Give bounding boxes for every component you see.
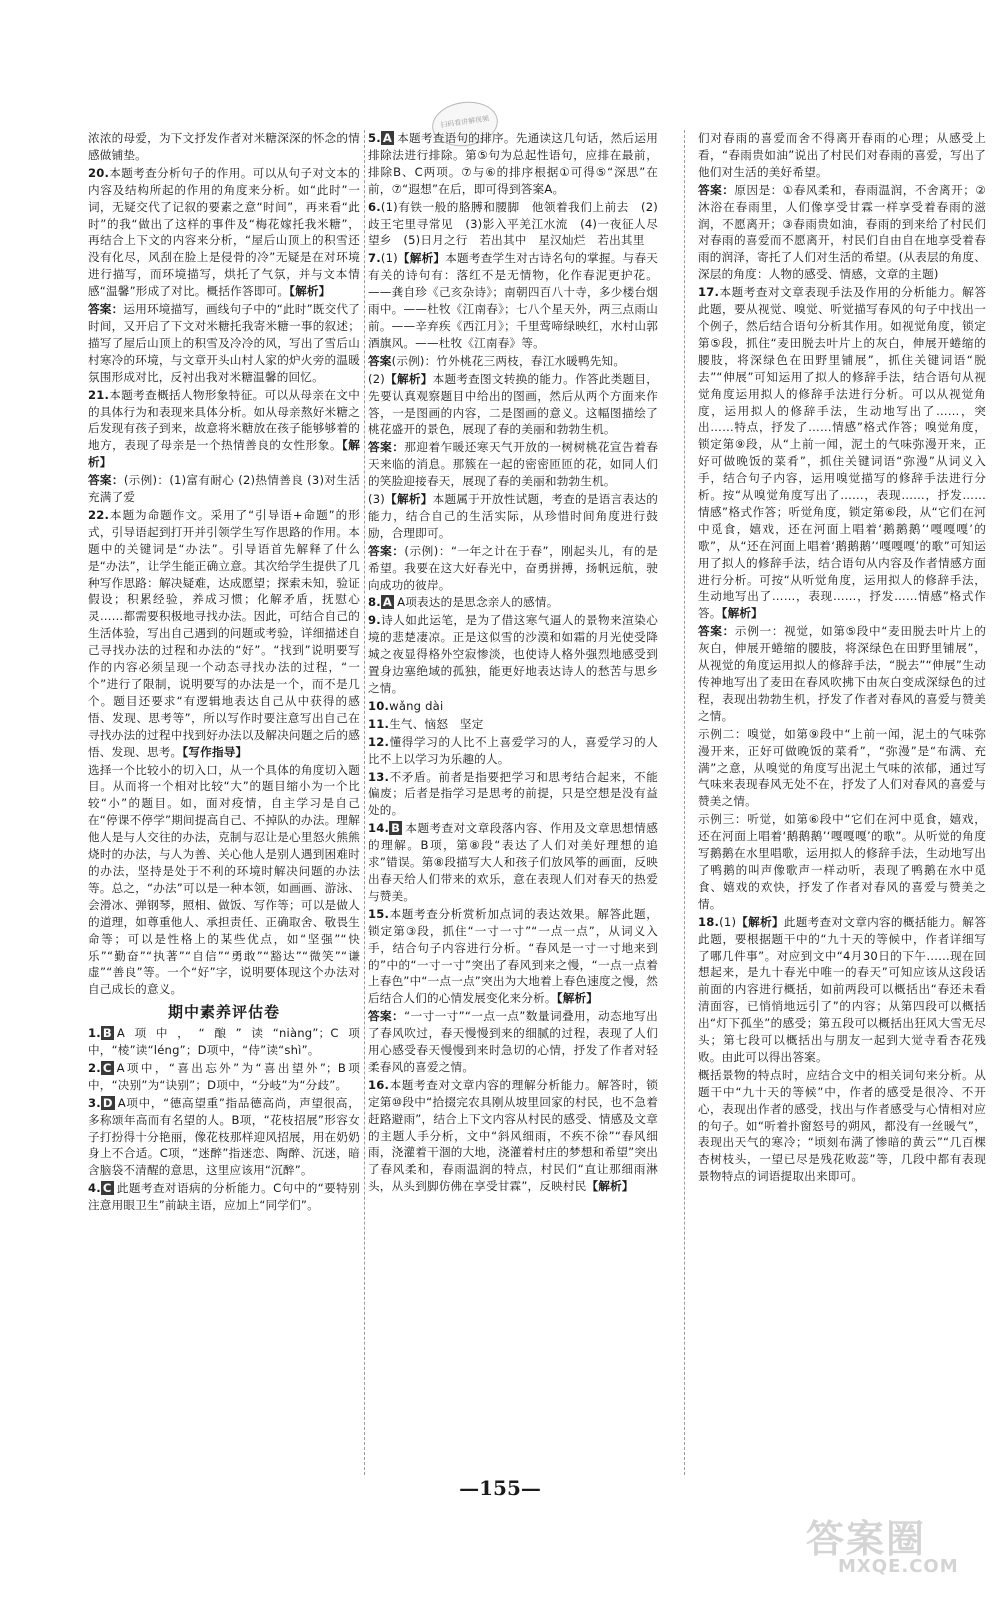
answer-paragraph [368,439,658,490]
answer-label: 答案： [88,473,124,488]
answer-text: 本题考查概括人物形象特征。可以从母亲在文中的具体行为和表现来具体分析。如从母亲熬好米糖之后发现有孩子到来，故意将米糖放在孩子能够够着的地方，表现了母亲是一个热情善良的女性形象。 [88,387,360,453]
question-number: 3. [88,1095,101,1110]
question-number: 14. [368,821,390,836]
section-title: 期中素养评估卷 [167,1003,280,1022]
question-number: 12. [368,734,390,749]
answer-text: (2) [368,371,386,386]
answer-text: 原因是：①春风柔和，春雨温润，不舍离开；②沐浴在春雨里，人们像享受甘霖一样享受着春雨的滋润，不愿离开；③春雨贵如油，春雨的到来给了村民们对春雨的喜爱而不愿离开，村民们自由自在地享受着春雨的润泽，寄托了人们对生活的希望。(从表层的角度、深层的角度：人物的感受、情感，文章的主题) [698,182,986,282]
answer-text: A项中，“酿”读“niàng”；C项中，“棱”读“léng”；D项中，“侍”读“shì”。 [88,1026,360,1058]
watermark-url: MXQE.COM [838,1556,959,1577]
answer-paragraph [88,762,360,999]
page-number: —155— [459,1476,541,1500]
answer-text: 那迎着乍暖还寒天气开放的一树树桃花宣告着春天来临的消息。那簇在一起的密密匝匝的花，如同人们的笑脸迎接春天，展现了春的美丽和勃勃生机。 [368,440,658,489]
answer-list-3 [698,130,986,1185]
answer-paragraph [698,726,986,811]
question-number: 2. [88,1060,101,1075]
answer-text: 浓浓的母爱，为下文抒发作者对米糖深深的怀念的情感做铺垫。 [88,131,360,162]
answer-text-2: 本题属于开放性试题，考查的是语言表达的能力，结合自己的生活实际，从珍惜时间角度进行鼓励，合理即可。 [368,492,658,540]
answer-text: (示例)：(1)富有耐心 (2)热情善良 (3)对生活充满了爱 [88,473,360,505]
answer-text-2: 本题考查学生对古诗名句的掌握。与春天有关的诗句有：落红不是无情物，化作春泥更护花。——龚自珍《己亥杂诗》；南朝四百八十寺，多少楼台烟雨中。——杜牧《江南春》；七八个星天外，两三点雨山前。——辛弃疾《西江月》；千里莺啼绿映红，水村山郭酒旗风。——杜牧《江南春》等。 [368,251,658,350]
watermark-logo: 答案圈 [806,1517,927,1561]
analysis-tag: 【解析】 [385,371,433,386]
answer-text: 本题考查对文章内容的理解分析能力。解答时，锁定第⑩段中“拾掇完农具刚从坡里回家的村民，也不急着赶路避雨”，结合上下文内容从村民的感受、情感及文章的主题人手分析，文中“斜风细雨，不疾不徐”“春风细雨，浇灌着干涸的大地，浇灌着村庄的梦想和希望”突出了春风柔和，春雨温润的特点，村民们“直让那细雨淋头，从头到脚仿佛在享受甘霖”，反映村民 [368,1077,658,1194]
analysis-tag: 【解析】 [721,606,763,621]
question-number: 9. [368,613,381,628]
answer-text: (3) [368,492,386,507]
analysis-tag: 【解析】 [397,251,446,266]
answer-text: 示例三：听觉，如第⑥段中“它们在河中觅食，嬉戏，还在河面上唱着‘鹅鹅鹅’‘嘎嘎嘎’的歌”。从听觉的角度写鹅鹅在水里唱歌，运用拟人的修辞手法，生动地写出了鸭鹅的叫声像歌声一样动听，表现了鸭鹅在水中觅食、嬉戏的欢快，抒发了作者对春风的喜爱与赞美之情。 [698,812,986,911]
choice-badge: B [391,821,401,836]
answer-paragraph [368,906,658,1007]
answer-paragraph [88,472,360,506]
column-2 [368,130,658,1196]
answer-label: 答案： [368,440,405,455]
answer-text: (1) [380,251,398,266]
answer-list-1 [88,130,360,998]
analysis-tag: 【写作指导】 [182,744,248,759]
answer-text: A项表达的是思念亲人的感情。 [397,595,559,610]
answer-paragraph [368,1008,658,1076]
column-divider-1 [364,130,365,1475]
answer-text: A项中，“喜出忘外”为“喜出望外”；B项中，“决别”为“诀别”；D项中，“分岐”为“分歧”。 [88,1060,360,1092]
answer-paragraph [368,371,658,439]
answer-text: 本题考查分析赏析加点词的表达效果。解答此题，锁定第③段，抓住“一寸一寸”“一点一点”，从词义入手，结合句子内容进行分析。“春风是一寸一寸地来到的”中的“一寸一寸”突出了春风到来之慢，“一点一点着上春色”中“一点一点”突出为大地着上春色速度之慢，然后结合人们的心情发展变化来分析。 [368,906,658,1006]
answer-text: 们对春雨的喜爱而舍不得离开春雨的心理；从感受上看，“春雨贵如油”说出了村民们对春雨的喜爱，写出了他们对生活的美好希望。 [698,131,986,179]
answer-paragraph [368,491,658,542]
answer-paragraph [88,1095,360,1180]
column-divider-2 [684,130,685,1475]
answer-text: 懂得学习的人比不上喜爱学习的人，喜爱学习的人比不上以学习为乐趣的人。 [368,734,658,766]
answer-text: 示例二：嗅觉，如第⑨段中“上前一闻，泥土的气味弥漫开来，正好可做晚饭的菜肴”，“弥漫”是“布满、充满”之意，从嗅觉的角度写出泥土气味的浓郁，通过写气味来表现春风无处不在，抒发了人们对春风的喜爱与赞美之情。 [698,726,986,809]
question-number: 7. [368,251,381,266]
analysis-tag: 【解析】 [385,492,433,507]
answer-paragraph [698,130,986,181]
choice-badge: A [382,131,393,145]
question-number: 5. [368,131,381,145]
answer-paragraph [88,1180,360,1214]
choice-badge: C [102,1181,112,1196]
answer-text: 本题考查语句的排序。先通读这几句话，然后运用排除法进行排除。第⑤句为总起性语句，应排在最前，排除B、C两项。⑦与⑥的排序根据①可得⑤“深思”在前，⑦“遐想”在后，即可得到答案A。 [368,131,658,196]
answer-list-1b [88,1025,360,1214]
answer-paragraph [368,820,658,905]
question-number: 20. [88,165,110,180]
answer-paragraph [698,623,986,724]
answer-label: 答案： [368,543,405,558]
answer-text: 概括景物的特点时，应结合文中的相关词句来分析。从题干中“九十天的等候”中，作者的感受是很冷、不开心，表现出作者的感受，找出与作者感受与心情相对应的句子。如“听着扑窗怒号的朔风，都没有一丝暖气”，表现出天气的寒冷；“顷刻布满了惨暗的黄云”“几百棵杏树枝头，一望已尽是残花败蕊”等，几段中都有表现景物特点的词语提取出来即可。 [698,1067,986,1184]
choice-badge: B [102,1026,112,1041]
answer-paragraph [368,612,658,697]
question-number: 15. [368,906,390,921]
answer-text: 示例一：视觉，如第⑤段中“麦田脱去叶片上的灰白，伸展开蜷缩的腰肢，将深绿色在田野里铺展”，从视觉的角度运用拟人的修辞手法，“脱去”“伸展”生动传神地写出了麦田在春风吹拂下由灰白变成深绿色的过程，表现出勃勃生机，抒发了作者对春风的喜爱与赞美之情。 [698,624,986,723]
question-number: 1. [88,1026,101,1041]
answer-paragraph [368,1077,658,1195]
question-number: 11. [368,716,390,731]
answer-paragraph [698,284,986,622]
answer-text: 本题为命题作文。采用了“引导语+命题”的形式，引导语起到打开并引领学生写作思路的作用。本题中的关键词是“办法”。引导语首先解释了什么是“办法”，让学生能正确立意。其次给学生提供了几种写作思路：解决疑难，达成愿望；探索未知，验证假设；积累经验，养成习惯；化解矛盾，抚慰心灵……都需要积极地寻找办法。因此，可结合自己的生活体验，写出自己遇到的问题或考验，详细描述自己寻找办法的过程和办法的“好”。“找到”说明要写作的内容必须呈现一个动态寻找办法的过程，“一个”进行了限制，说明要写的办法是一个，而不是几个。题目还要求“有逻辑地表达自己从中获得的感悟、发现、思考等”，所以写作时要注意写出自己在寻找办法的过程中找到好办法以及解决问题之后的感悟、发现、思考。 [88,507,360,759]
answer-text-2: 此题考查对文章内容的概括能力。解答此题，要根据题干中的“九十天的等候中，作者详细写了哪几件事”。对应到文中“4月30日的下午……现在回想起来，是九十春光中唯一的春天”可知应该从这段话前面的内容进行概括，如前两段可以概括出“春还未看清面容，已悄悄地远引了”的内容；从第四段可以概括出“灯下孤坐”的感受；第五段可以概括出狂风大雪无尽头；第七段可以概括出与朋友一起到大觉寺看杏花残败。由此可以得出答案。 [698,914,986,1064]
answer-label: 答案 [368,353,392,368]
answer-paragraph [368,698,658,715]
choice-badge: C [102,1060,112,1075]
answer-paragraph [88,1060,360,1094]
answer-text: 本题考查对文章段落内容、作用及文章思想情感的理解。B项，第⑧段“表达了人们对美好理想的追求”错误。第⑧段描写大人和孩子们放风筝的画面，反映出春天给人们带来的欢乐，意在表现人们对春天的热爱与赞美。 [368,821,658,903]
question-number: 18. [698,914,720,929]
answer-paragraph [368,250,658,351]
answer-text: 诗人如此运笔，是为了借这寒气逼人的景物来渲染心境的悲楚凄凉。正是这似雪的沙漠和如霜的月光使受降城之夜显得格外空寂惨淡，也使诗人格外强烈地感受到置身边塞绝域的孤独，能更好地表达诗人的愁苦与思乡之情。 [368,613,658,695]
answer-label: 答案： [698,624,735,639]
column-1 [88,130,360,1215]
question-number: 13. [368,769,390,784]
answer-paragraph [88,387,360,472]
answer-paragraph [88,130,360,164]
question-number: 6. [368,199,381,214]
analysis-tag: 【解析】 [736,914,784,929]
analysis-tag: 【解析】 [289,284,331,299]
answer-text: “一寸一寸”“一点一点”数量词叠用，动态地写出了春风吹过，春天慢慢到来的细腻的过程，表现了人们用心感受春天慢慢到来时急切的心情，抒发了作者对轻柔春风的喜爱之情。 [368,1009,658,1074]
answer-text: 本题考查分析句子的作用。可以从句子对文本的内容及结构所起的作用的角度来分析。如“此时”一词，无疑交代了记叙的要素之意“时间”，再来看“此时”的我“做出了这样的事件及“梅花嫁托我米糖”，再结合上下文的内容来分析，“屋后山顶上的积雪还没有化尽，风刮在脸上是侵骨的冷”无疑是在对环境进行描写，而环境描写，烘托了气氛，并与文本情感“温馨”形成了对比。概括作答即可。 [88,165,360,299]
answer-text: 本题考查对文章表现手法及作用的分析能力。解答此题，要从视觉、嗅觉、听觉描写春风的句子中找出一个例子，然后结合语句分析其作用。如视觉角度，锁定第⑤段，抓住“麦田脱去叶片上的灰白，伸展开蜷缩的腰肢，将深绿色在田野里铺展”，抓住关键词语“脱去”“伸展”可知运用了拟人的修辞手法，结合语句从视觉角度运用拟人的修辞手法进行分析。可以从视觉角度，运用拟人的修辞手法，生动地写出了……，突出……特点，抒发了……情感”格式作答；嗅觉角度，锁定第⑨段，从“上前一闻，泥土的气味弥漫开来，正好可做晚饭的菜肴”，抓住关键词语“弥漫”从词义入手，结合句子内容，运用嗅觉描写的修辞手法进行分析。按“从嗅觉角度写出了……，表现……，抒发……情感”格式作答；听觉角度，锁定第⑥段，从“它们在河中觅食，嬉戏，还在河面上唱着‘鹅鹅鹅’‘嘎嘎嘎’的歌”，从“还在河面上唱着‘鹅鹅鹅’‘嘎嘎嘎’的歌”可知运用了拟人的修辞手法，结合语句从内容及作者情感方面进行分析。可按“从听觉角度，运用拟人的修辞手法，生动地写出了……，表现……，抒发……情感”格式作答。 [698,285,986,621]
answer-text: (示例)：竹外桃花三两枝，春江水暖鸭先知。 [391,353,626,368]
choice-badge: D [102,1095,113,1110]
answer-list-2 [368,130,658,1195]
answer-paragraph [368,716,658,733]
answer-text: wǎng dài [389,698,444,713]
answer-paragraph [88,301,360,386]
answer-paragraph [368,769,658,820]
answer-paragraph [88,507,360,761]
answer-paragraph [88,165,360,300]
answer-paragraph [368,353,658,370]
answer-paragraph [368,594,658,611]
answer-label: 答案： [368,1009,405,1024]
answer-label: 答案： [698,182,735,197]
answer-text: (示例)：“一年之计在于春”，刚起头儿，有的是希望。我要在这大好春光中，奋勇拼搏，扬帆远航，驶向成功的彼岸。 [368,543,658,592]
stamp-text: 扫码看讲解视频 [439,114,490,130]
answer-paragraph [368,543,658,594]
answer-paragraph [368,734,658,768]
answer-text: 运用环境描写，画线句子中的“此时”既交代了时间，又开启了下文对米糖托我寄米糖一事的叙述；描写了屋后山顶上的积雪及冷冷的风，写出了雪后山村寒冷的环境，与文章开头山村人家的炉火旁的温暖氛围形成对比，反衬出我对米糖温馨的回忆。 [88,302,360,384]
answer-paragraph [698,1067,986,1185]
analysis-tag: 【解析】 [586,1179,634,1194]
question-number: 17. [698,285,720,300]
analysis-tag: 【解析】 [88,438,360,470]
answer-paragraph [368,130,658,198]
answer-paragraph [368,199,658,250]
answer-paragraph [698,182,986,283]
question-number: 16. [368,1077,390,1092]
answer-text: 生气、恼怒 坚定 [389,716,484,731]
column-3 [698,130,986,1186]
choice-badge: A [382,595,393,610]
answer-paragraph [698,914,986,1066]
answer-text-2: 本题考查图文转换的能力。作答此类题目，先要认真观察题目中给出的图画，然后从两个方面来作答，一是图画的内容，二是图画的意义。这幅图描绘了桃花盛开的景色，展现了春的美丽和勃勃生机。 [368,371,658,437]
question-number: 8. [368,595,381,610]
question-number: 21. [88,387,110,402]
answer-text: (1) [719,914,737,929]
answer-text: A项中，“德高望重”指品德高尚，声望很高，多称颂年高而有名望的人。B项，“花枝招展”形容女子打扮得十分艳丽，像花枝那样迎风招展，用在奶奶身上不合适。C项，“迷醉”指迷恋、陶醉、沉迷，暗含脑袋不清醒的意思，这里应该用“沉醉”。 [88,1095,360,1178]
answer-label: 答案： [88,302,124,317]
question-number: 10. [368,698,390,713]
answer-text: 不矛盾。前者是指要把学习和思考结合起来，不能偏废；后者是指学习是思考的前提，只是空想是没有益处的。 [368,769,658,818]
question-number: 22. [88,507,110,522]
answer-paragraph [698,811,986,912]
answer-text: 此题考查对语病的分析能力。C句中的“要特别注意用眼卫生”前缺主语，应加上“同学们”。 [88,1181,360,1213]
analysis-tag: 【解析】 [556,991,599,1006]
question-number: 4. [88,1181,101,1196]
answer-paragraph [88,1025,360,1059]
answer-text: 选择一个比较小的切入口，从一个具体的角度切入题目。从而将一个相对比较“大”的题目缩小为一个比较“小”的题目。如，面对疫情，自主学习是自己在“停课不停学”期间提高自己、不掉队的办法。理解他人是与人交往的办法，克制与忍让是心里怒火熊熊烧时的办法，与人为善、关心他人是别人遇到困难时的办法，坚持是处于不利的环境时解决问题的办法等。总之，“办法”可以是一种本领，如画画、游泳、会滑冰、弹钢琴，照相、做饭、写作等；可以是做人的道理，如尊重他人、承担责任、正确取舍、敬畏生命等；可以是性格上的某些优点，如“坚强”“快乐”“勤奋”“执著”“自信”“勇敢”“豁达”“微笑”“谦虚”“善良”等。一个“好”字，说明要体现这个办法对自己成长的意义。 [88,762,360,997]
answer-text: (1)有铁一般的胳膊和腰脚 他领着我们上前去 (2)歧王宅里寻常见 (3)影入平羌江水流 (4)一夜征人尽望乡 (5)日月之行 若出其中 星汉灿烂 若出其里 [368,199,658,248]
